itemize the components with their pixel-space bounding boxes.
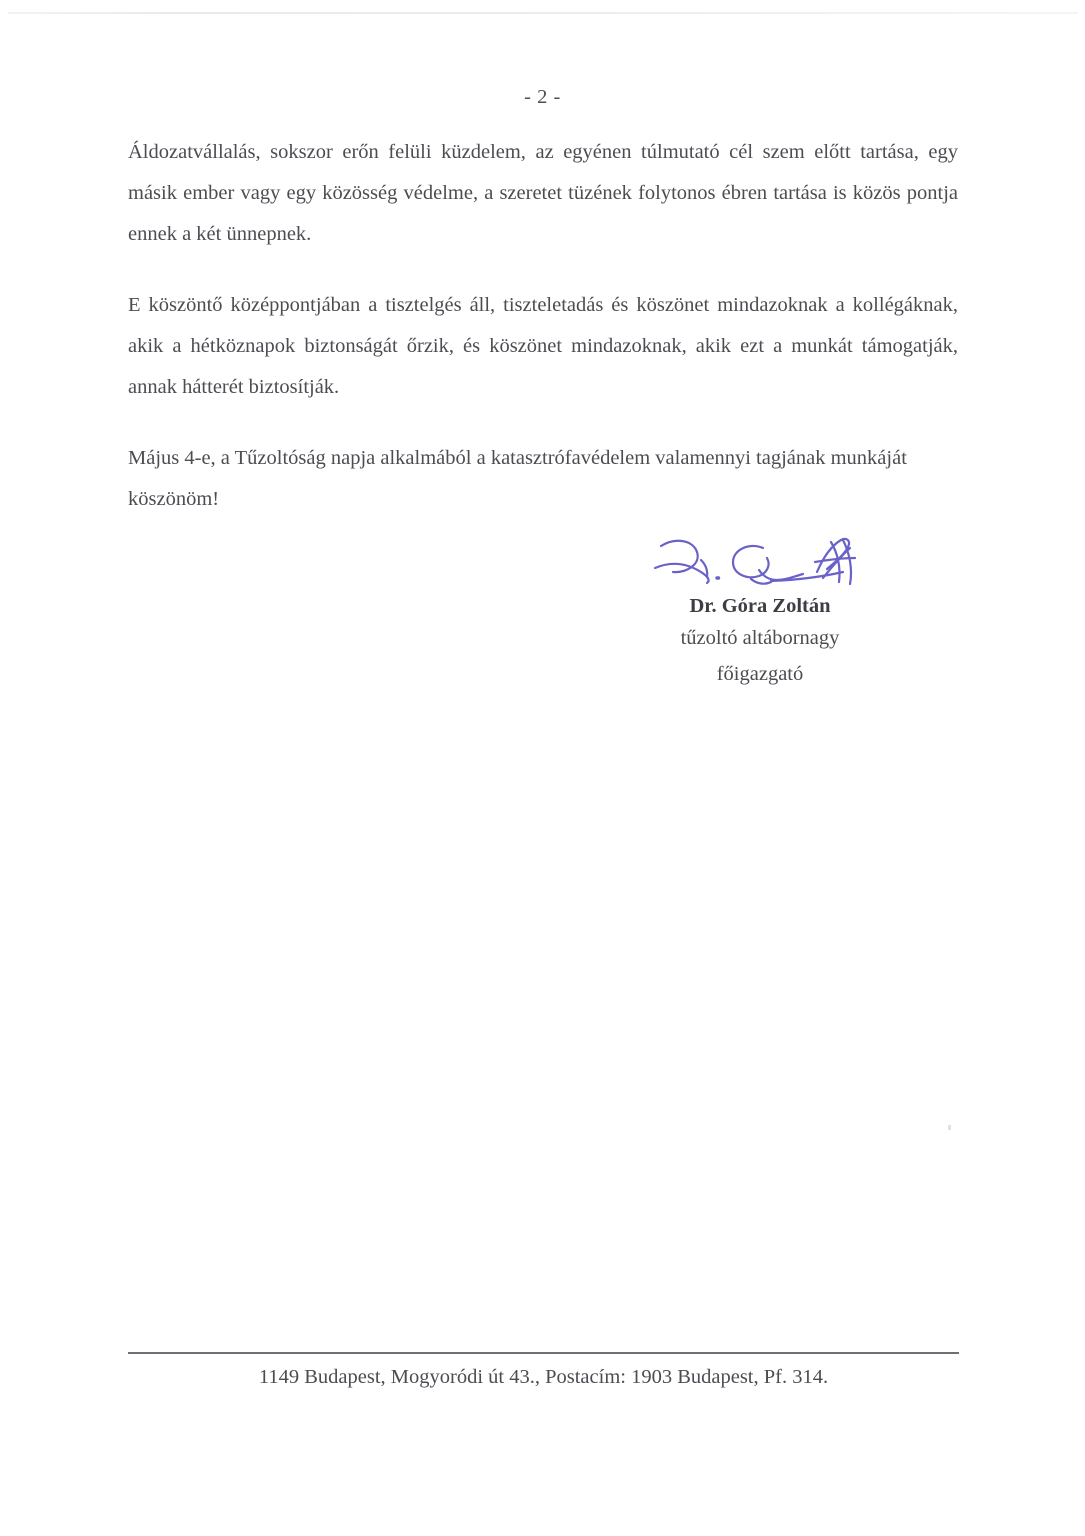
signature-block — [600, 532, 920, 692]
scan-speck — [948, 1125, 951, 1130]
scan-edge-artifact — [8, 12, 1078, 14]
footer-address: 1149 Budapest, Mogyoródi út 43., Postacím: 1903 Budapest, Pf. 314. — [258, 1366, 829, 1388]
signatory-role: főigazgató — [716, 663, 804, 685]
signatory-name: Dr. Góra Zoltán — [689, 595, 831, 617]
paragraph-3: Május 4-e, a Tűzoltóság napja alkalmából a katasztrófavédelem valamennyi tagjának munkáját köszönöm! — [128, 447, 907, 510]
handwritten-signature-icon — [645, 532, 875, 594]
document-body — [128, 132, 958, 520]
paragraph-1: Áldozatvállalás, sokszor erőn felüli küzdelem, az egyénen túlmutató cél szem előtt tartása, egy másik ember vagy egy közösség védelme, a szeretet tüzének folytonos ébren tartása is közös pontja ennek a két ünnepnek. — [128, 141, 958, 245]
paragraph-2: E köszöntő középpontjában a tisztelgés áll, tiszteletadás és köszönet mindazoknak a kollégáknak, akik a hétköznapok biztonságát őrzik, és köszönet mindazoknak, akik ezt a munkát támogatják, annak hátterét biztosítják. — [128, 294, 958, 398]
signatory-rank: tűzoltó altábornagy — [680, 627, 840, 649]
page-number: - 2 - — [524, 86, 561, 108]
footer-divider — [128, 1352, 959, 1354]
